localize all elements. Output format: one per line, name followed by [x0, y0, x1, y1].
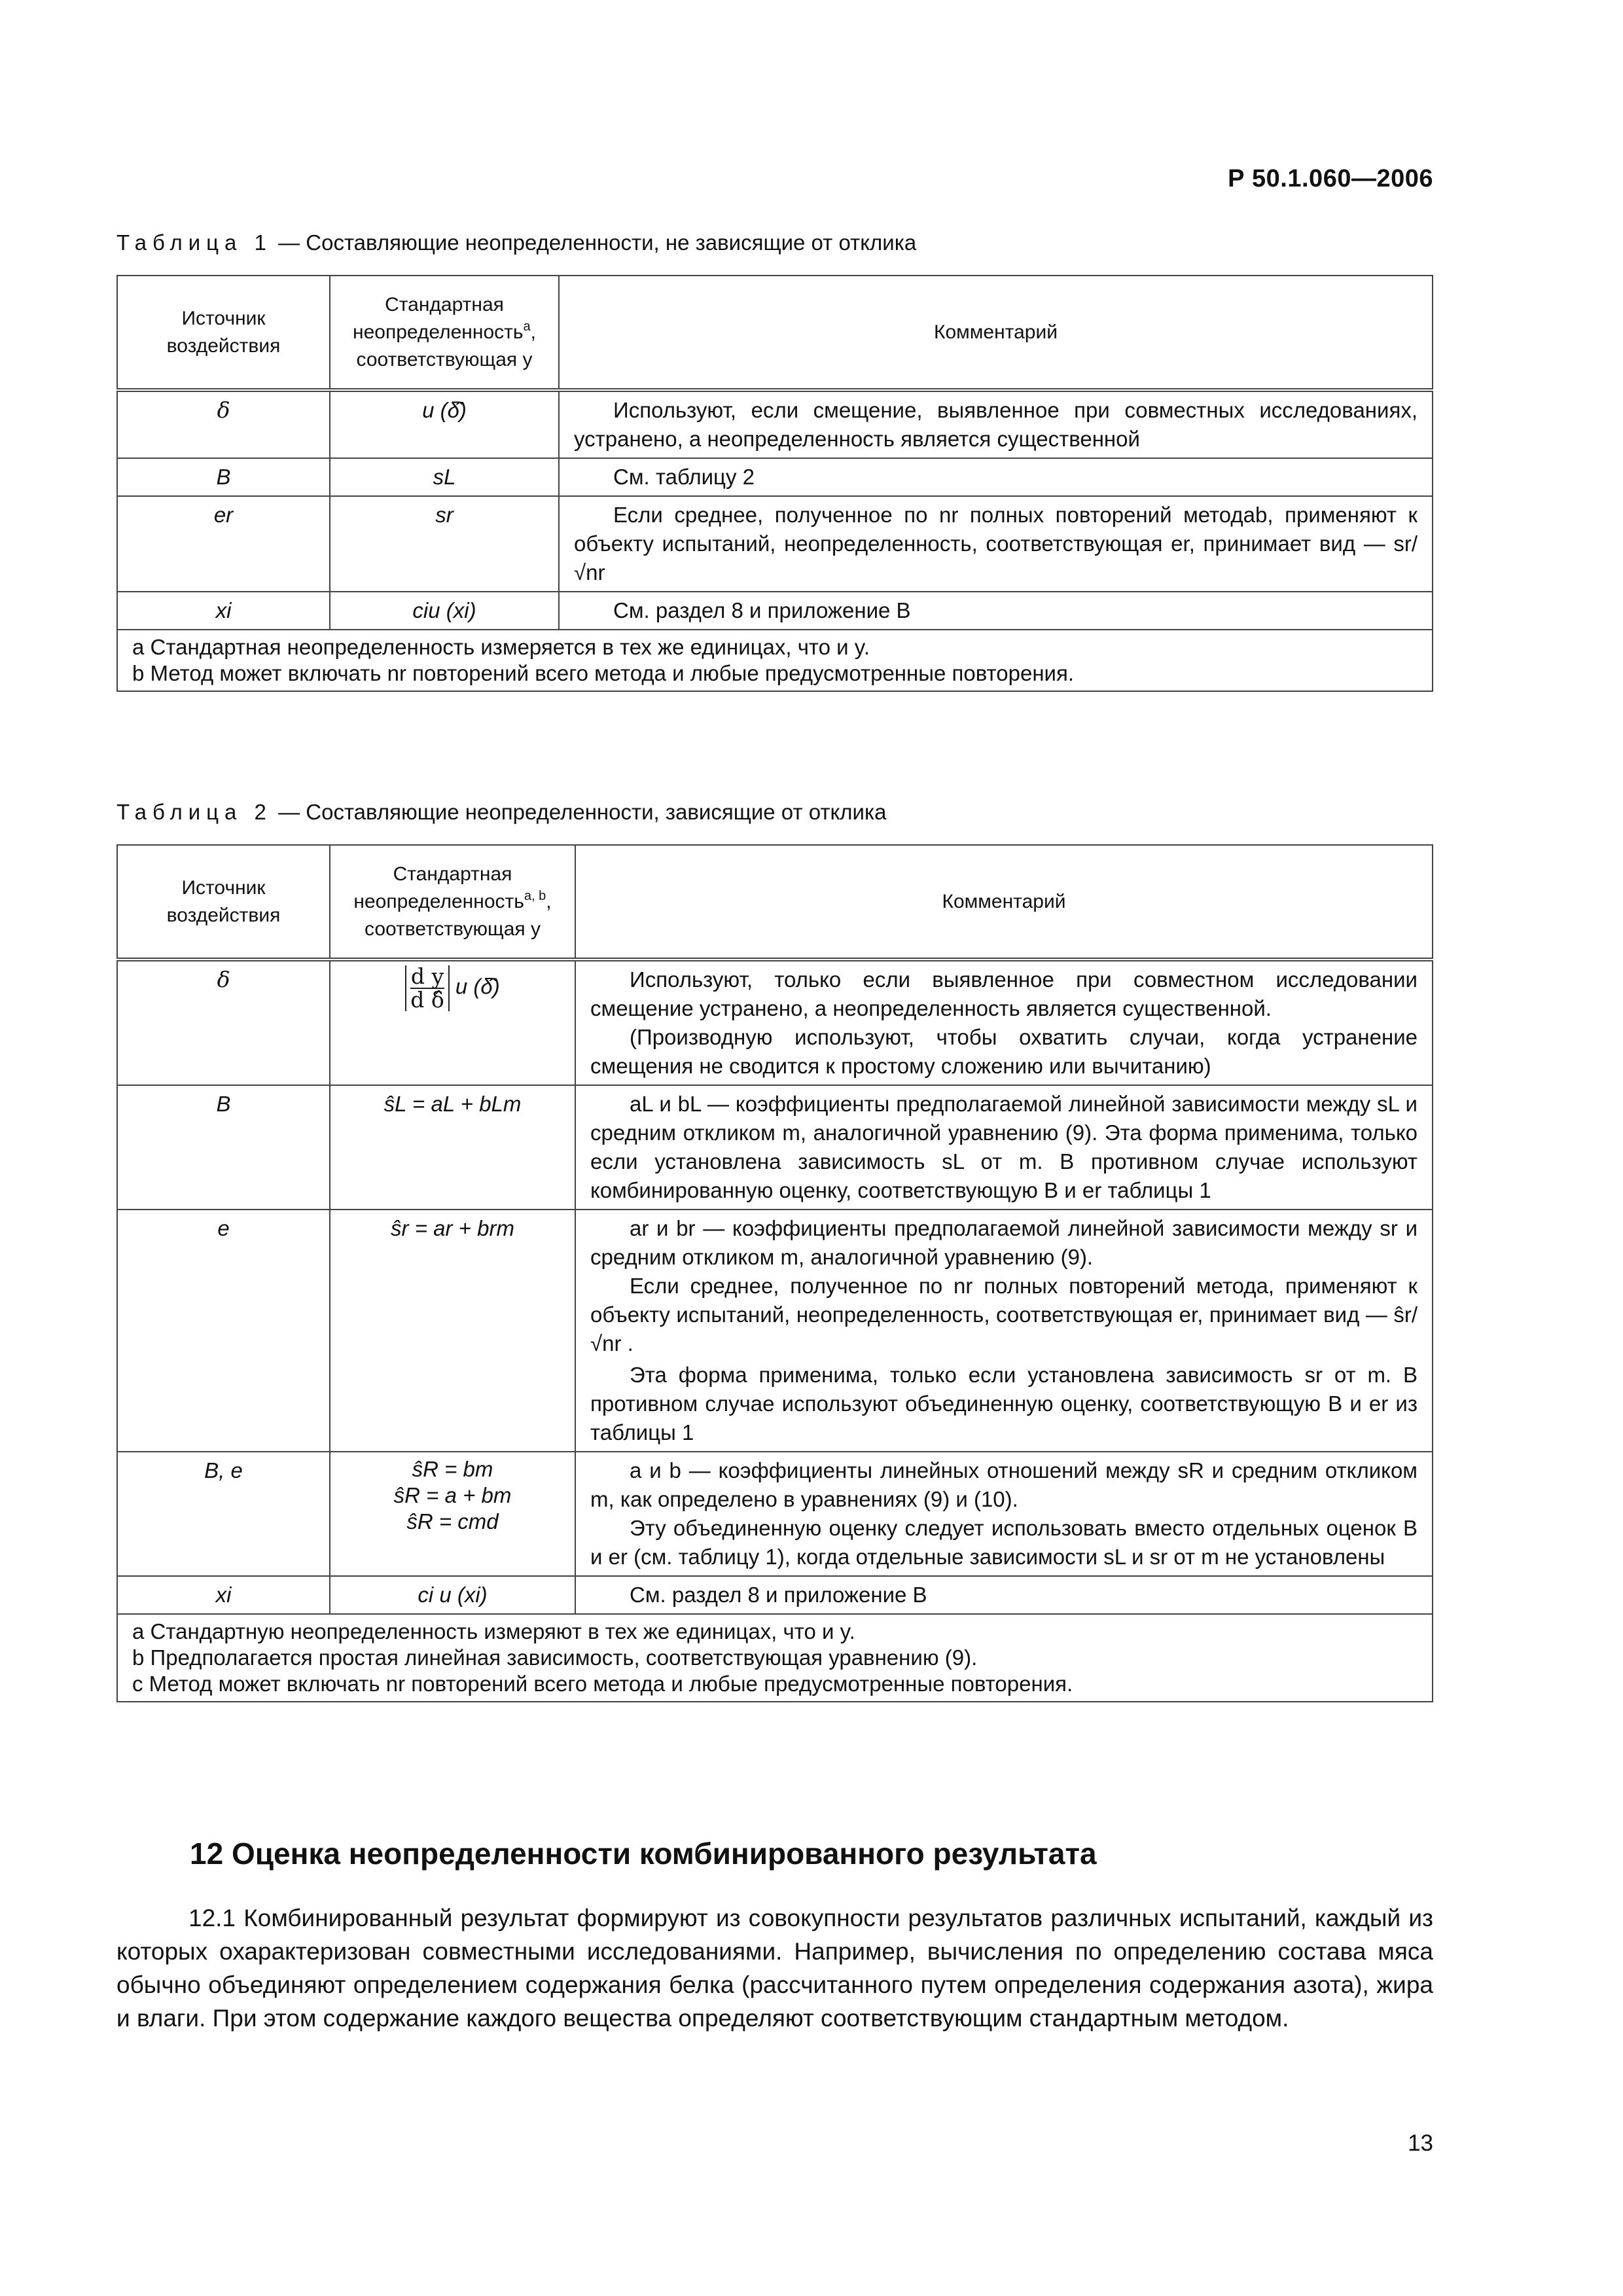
- table2-cell-uncertainty: ŝr = ar + brm: [330, 1210, 575, 1452]
- table2-caption: [116, 800, 886, 825]
- table2-cell-uncertainty: ci u (xi): [330, 1576, 575, 1614]
- derivative-fraction: $\frac{\text{d y}}{\text{d δ̂}}$: [405, 965, 449, 1011]
- table1-header-source: Источник воздействия: [117, 276, 330, 390]
- table-2: [116, 844, 1433, 1702]
- table2-cell-uncertainty: $\frac{\text{d y}}{\text{d δ̂}}$ u (δ̂): [330, 960, 575, 1085]
- table2-cell-comment: Используют, только если выявленное при совместном исследовании смещение устранено, а неопределенность является существенной. (Производную используют, чтобы охватить случаи, когда устранение смещения не сводится к простому сложению или вычитанию): [575, 960, 1433, 1085]
- table2-cell-uncertainty: ŝL = aL + bLm: [330, 1085, 575, 1210]
- table2-notes: [117, 1614, 1433, 1702]
- table2-cell-comment: ar и br — коэффициенты предполагаемой линейной зависимости между sr и средним откликом m, аналогичной уравнению (9). Если среднее, полученное по nr полных повторений метода, применяют к объекту испытаний, неопределенность, соответствующая er, принимает вид — ŝr/√nr . Эта форма применима, только если установлена зависимость sr от m. В противном случае используют объединенную оценку, соответствующую B и er из таблицы 1: [575, 1210, 1433, 1452]
- page-number: 13: [1408, 2130, 1433, 2156]
- table-row: [117, 1452, 1433, 1576]
- table2-cell-comment: aL и bL — коэффициенты предполагаемой линейной зависимости между sL и средним откликом m, аналогичной уравнению (9). Эта форма применима, только если установлена зависимость sL от m. В противном случае используют комбинированную оценку, соответствующую B и er таблицы 1: [575, 1085, 1433, 1210]
- table2-cell-source: e: [117, 1210, 330, 1452]
- table1-caption-label: Таблица 1: [116, 230, 272, 255]
- table1-cell-comment: См. таблицу 2: [559, 458, 1433, 496]
- table-row: [117, 960, 1433, 1085]
- table-row: [117, 1576, 1433, 1614]
- table2-header-source: Источник воздействия: [117, 845, 330, 960]
- table-row: [117, 1210, 1433, 1452]
- table2-cell-uncertainty: ŝR = bm ŝR = a + bm ŝR = cmd: [330, 1452, 575, 1576]
- table1-cell-uncertainty: ciu (xi): [330, 592, 559, 630]
- table1-notes-cell: [117, 630, 1433, 691]
- table-row: [117, 390, 1433, 458]
- table1-notes: [117, 630, 1433, 691]
- table1-cell-uncertainty: u (δ̂): [330, 390, 559, 458]
- table2-cell-source: δ: [117, 960, 330, 1085]
- table2-cell-source: B: [117, 1085, 330, 1210]
- table1-header-uncertainty: Стандартная неопределенность$^a$, соответствующая y: [330, 276, 559, 390]
- table1-cell-comment: См. раздел 8 и приложение В: [559, 592, 1433, 630]
- table2-cell-comment: См. раздел 8 и приложение В: [575, 1576, 1433, 1614]
- table2-note-b: b Предполагается простая линейная зависимость, соответствующая уравнению (9).: [132, 1645, 978, 1670]
- table1-cell-source: er: [117, 496, 330, 592]
- table2-cell-source: xi: [117, 1576, 330, 1614]
- table-row: [117, 496, 1433, 592]
- table1-caption: [116, 230, 916, 255]
- document-code: Р 50.1.060—2006: [1228, 165, 1433, 192]
- table2-cell-source: B, e: [117, 1452, 330, 1576]
- table1-cell-source: δ: [117, 390, 330, 458]
- table2-header-comment: Комментарий: [575, 845, 1433, 960]
- table1-header-comment: Комментарий: [559, 276, 1433, 390]
- table-row: [117, 1085, 1433, 1210]
- table2-note-c: c Метод может включать nr повторений всего метода и любые предусмотренные повторения.: [132, 1672, 1073, 1696]
- table1-cell-uncertainty: sr: [330, 496, 559, 592]
- table1-cell-source: xi: [117, 592, 330, 630]
- table1-caption-text: — Составляющие неопределенности, не зависящие от отклика: [272, 230, 917, 255]
- table1-cell-uncertainty: sL: [330, 458, 559, 496]
- table2-note-a: a Стандартную неопределенность измеряют в тех же единицах, что и y.: [132, 1619, 855, 1643]
- table-1: [116, 275, 1433, 692]
- table2-cell-comment: a и b — коэффициенты линейных отношений между sR и средним откликом m, как определено в уравнениях (9) и (10). Эту объединенную оценку следует использовать вместо отдельных оценок B и er (см. таблицу 1), когда отдельные зависимости sL и sr от m не установлены: [575, 1452, 1433, 1576]
- table2-header-uncertainty: Стандартная неопределенность$^{a, b}$, соответствующая y: [330, 845, 575, 960]
- table-row: [117, 592, 1433, 630]
- table1-note-b: b Метод может включать nr повторений всего метода и любые предусмотренные повторения.: [132, 661, 1075, 685]
- table1-cell-source: B: [117, 458, 330, 496]
- table1-note-a: a Стандартная неопределенность измеряется в тех же единицах, что и y.: [132, 635, 870, 659]
- table1-cell-comment: Используют, если смещение, выявленное при совместных исследованиях, устранено, а неопределенность является существенной: [559, 390, 1433, 458]
- table-row: [117, 458, 1433, 496]
- table1-cell-comment: Если среднее, полученное по nr полных повторений методаb, применяют к объекту испытаний, неопределенность, соответствующая er, принимает вид — sr/√nr: [559, 496, 1433, 592]
- table2-caption-label: Таблица 2: [116, 800, 272, 824]
- table2-notes-cell: [117, 1614, 1433, 1702]
- section-paragraph: 12.1 Комбинированный результат формируют из совокупности результатов различных испытаний, каждый из которых охарактеризован совместными исследованиями. Например, вычисления по определению состава мяса обычно объединяют определением содержания белка (рассчитанного путем определения содержания азота), жира и влаги. При этом содержание каждого вещества определяют соответствующим стандартным методом.: [116, 1905, 1433, 2032]
- table2-caption-text: — Составляющие неопределенности, зависящие от отклика: [272, 800, 887, 824]
- section-title: 12 Оценка неопределенности комбинированного результата: [190, 1837, 1097, 1871]
